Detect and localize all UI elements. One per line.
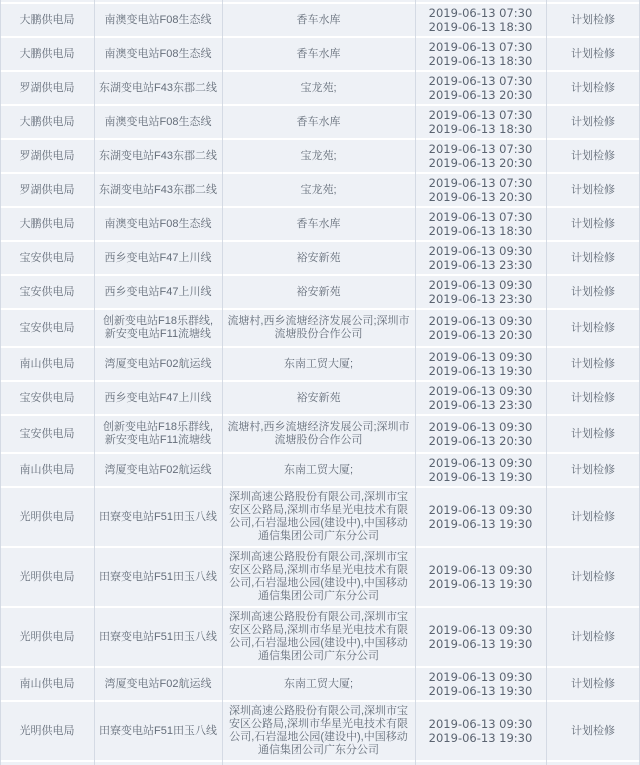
cell-time [415,38,546,70]
cell-bureau: 宝安供电局 [19,427,75,440]
time-end: 2019-06-13 18:30 [428,20,533,34]
time-end: 2019-06-13 19:30 [428,731,533,745]
time-start: 2019-06-13 09:30 [428,563,533,577]
cell-line: 西乡变电站F47上川线 [104,285,212,298]
cell-scope: 深圳高速公路股份有限公司,深圳市宝安区公路局,深圳市华星光电技术有限公司,石岩湿地公园(建设中),中国移动通信集团公司广东分公司 [228,551,409,602]
cell-line: 西乡变电站F47上川线 [104,391,212,404]
cell-line: 东湖变电站F43东郡二线 [99,81,217,94]
outage-table-rows [0,4,640,760]
time-end: 2019-06-13 19:30 [428,637,533,651]
cell-outage-type: 计划检修 [571,510,615,523]
cell-scope: 宝龙苑; [300,183,337,196]
cell-line: 南澳变电站F08生态线 [104,13,212,26]
cell-line: 创新变电站F18乐群线,新安变电站F11流塘线 [102,421,213,446]
cell-scope: 东南工贸大厦; [283,357,354,370]
partial-row-top [0,0,640,2]
cell-scope: 裕安新苑 [296,251,341,264]
table-row [0,608,640,666]
time-start: 2019-06-13 09:30 [428,350,533,364]
time-start: 2019-06-13 07:30 [428,142,533,156]
cell-bureau: 光明供电局 [19,630,75,643]
time-start: 2019-06-13 09:30 [428,456,533,470]
cell-bureau: 光明供电局 [19,724,75,737]
cell-outage-type: 计划检修 [571,463,615,476]
cell-scope: 宝龙苑; [300,149,337,162]
cell-line: 西乡变电站F47上川线 [104,251,212,264]
table-row [0,416,640,452]
cell-outage-type: 计划检修 [571,81,615,94]
cell-outage-type: 计划检修 [571,251,615,264]
table-row [0,38,640,70]
cell-bureau: 宝安供电局 [19,251,75,264]
time-end: 2019-06-13 20:30 [428,156,533,170]
time-end: 2019-06-13 20:30 [428,328,533,342]
time-end: 2019-06-13 20:30 [428,88,533,102]
cell-outage-type: 计划检修 [571,321,615,334]
cell-scope: 流塘村,西乡流塘经济发展公司;深圳市流塘股份合作公司 [227,421,410,446]
cell-time [415,488,546,546]
cell-outage-type: 计划检修 [571,285,615,298]
cell-scope: 香车水库 [296,13,341,26]
time-start: 2019-06-13 07:30 [428,210,533,224]
cell-time [415,608,546,666]
time-end: 2019-06-13 19:30 [428,577,533,591]
time-end: 2019-06-13 23:30 [428,292,533,306]
cell-time [415,454,546,486]
time-start: 2019-06-13 09:30 [428,384,533,398]
cell-scope: 深圳高速公路股份有限公司,深圳市宝安区公路局,深圳市华星光电技术有限公司,石岩湿地公园(建设中),中国移动通信集团公司广东分公司 [228,705,409,756]
cell-outage-type: 计划检修 [571,47,615,60]
cell-scope: 香车水库 [296,115,341,128]
cell-outage-type: 计划检修 [571,630,615,643]
cell-outage-type: 计划检修 [571,217,615,230]
cell-line: 南澳变电站F08生态线 [104,217,212,230]
cell-time [415,242,546,274]
time-start: 2019-06-13 09:30 [428,314,533,328]
table-row [0,106,640,138]
cell-bureau: 宝安供电局 [19,321,75,334]
table-row [0,454,640,486]
cell-time [415,416,546,452]
table-row [0,140,640,172]
cell-bureau: 光明供电局 [19,570,75,583]
table-row [0,488,640,546]
cell-line: 湾厦变电站F02航运线 [104,357,212,370]
time-start: 2019-06-13 07:30 [428,74,533,88]
cell-line: 东湖变电站F43东郡二线 [99,149,217,162]
cell-time [415,310,546,346]
cell-line: 湾厦变电站F02航运线 [104,463,212,476]
cell-bureau: 宝安供电局 [19,285,75,298]
table-row [0,208,640,240]
table-row [0,276,640,308]
cell-line: 田寮变电站F51田玉八线 [99,570,217,583]
time-end: 2019-06-13 19:30 [428,517,533,531]
time-start: 2019-06-13 07:30 [428,40,533,54]
time-end: 2019-06-13 18:30 [428,224,533,238]
cell-time [415,276,546,308]
table-row [0,242,640,274]
table-row [0,174,640,206]
time-end: 2019-06-13 19:30 [428,364,533,378]
time-end: 2019-06-13 19:30 [428,684,533,698]
time-end: 2019-06-13 23:30 [428,398,533,412]
cell-outage-type: 计划检修 [571,677,615,690]
cell-outage-type: 计划检修 [571,391,615,404]
time-end: 2019-06-13 18:30 [428,122,533,136]
time-end: 2019-06-13 19:30 [428,470,533,484]
table-row [0,4,640,36]
time-start: 2019-06-13 09:30 [428,623,533,637]
time-start: 2019-06-13 09:30 [428,503,533,517]
cell-bureau: 南山供电局 [19,357,75,370]
cell-time [415,72,546,104]
table-row [0,668,640,700]
cell-bureau: 大鹏供电局 [19,217,75,230]
time-start: 2019-06-13 09:30 [428,420,533,434]
cell-time [415,174,546,206]
cell-scope: 裕安新苑 [296,391,341,404]
table-row [0,72,640,104]
time-end: 2019-06-13 20:30 [428,190,533,204]
cell-bureau: 南山供电局 [19,677,75,690]
cell-scope: 裕安新苑 [296,285,341,298]
cell-line: 东湖变电站F43东郡二线 [99,183,217,196]
cell-line: 南澳变电站F08生态线 [104,115,212,128]
table-row [0,702,640,760]
time-start: 2019-06-13 09:30 [428,278,533,292]
cell-scope: 东南工贸大厦; [283,677,354,690]
cell-outage-type: 计划检修 [571,13,615,26]
cell-time [415,548,546,606]
time-start: 2019-06-13 07:30 [428,176,533,190]
cell-scope: 深圳高速公路股份有限公司,深圳市宝安区公路局,深圳市华星光电技术有限公司,石岩湿地公园(建设中),中国移动通信集团公司广东分公司 [228,491,409,542]
time-start: 2019-06-13 09:30 [428,670,533,684]
cell-time [415,702,546,760]
time-end: 2019-06-13 18:30 [428,54,533,68]
cell-scope: 香车水库 [296,217,341,230]
cell-bureau: 大鹏供电局 [19,115,75,128]
cell-bureau: 大鹏供电局 [19,13,75,26]
cell-outage-type: 计划检修 [571,724,615,737]
time-end: 2019-06-13 23:30 [428,258,533,272]
cell-line: 南澳变电站F08生态线 [104,47,212,60]
cell-time [415,140,546,172]
cell-outage-type: 计划检修 [571,427,615,440]
cell-line: 湾厦变电站F02航运线 [104,677,212,690]
time-end: 2019-06-13 20:30 [428,434,533,448]
cell-time [415,382,546,414]
time-start: 2019-06-13 09:30 [428,244,533,258]
cell-time [415,106,546,138]
cell-scope: 深圳高速公路股份有限公司,深圳市宝安区公路局,深圳市华星光电技术有限公司,石岩湿地公园(建设中),中国移动通信集团公司广东分公司 [228,611,409,662]
cell-line: 田寮变电站F51田玉八线 [99,630,217,643]
cell-outage-type: 计划检修 [571,183,615,196]
cell-bureau: 罗湖供电局 [19,81,75,94]
table-row [0,310,640,346]
cell-time [415,208,546,240]
cell-time [415,4,546,36]
cell-time [415,668,546,700]
cell-scope: 东南工贸大厦; [283,463,354,476]
cell-outage-type: 计划检修 [571,115,615,128]
cell-outage-type: 计划检修 [571,149,615,162]
cell-bureau: 罗湖供电局 [19,149,75,162]
cell-bureau: 宝安供电局 [19,391,75,404]
cell-bureau: 南山供电局 [19,463,75,476]
time-start: 2019-06-13 07:30 [428,6,533,20]
cell-line: 田寮变电站F51田玉八线 [99,724,217,737]
cell-line: 田寮变电站F51田玉八线 [99,510,217,523]
table-row [0,382,640,414]
time-start: 2019-06-13 07:30 [428,108,533,122]
cell-scope: 流塘村,西乡流塘经济发展公司;深圳市流塘股份合作公司 [227,315,410,340]
time-start: 2019-06-13 09:30 [428,717,533,731]
cell-scope: 香车水库 [296,47,341,60]
cell-scope: 宝龙苑; [300,81,337,94]
cell-outage-type: 计划检修 [571,570,615,583]
cell-line: 创新变电站F18乐群线,新安变电站F11流塘线 [102,315,213,340]
cell-bureau: 大鹏供电局 [19,47,75,60]
cell-bureau: 罗湖供电局 [19,183,75,196]
cell-bureau: 光明供电局 [19,510,75,523]
cell-outage-type: 计划检修 [571,357,615,370]
table-row [0,548,640,606]
table-row [0,348,640,380]
cell-time [415,348,546,380]
